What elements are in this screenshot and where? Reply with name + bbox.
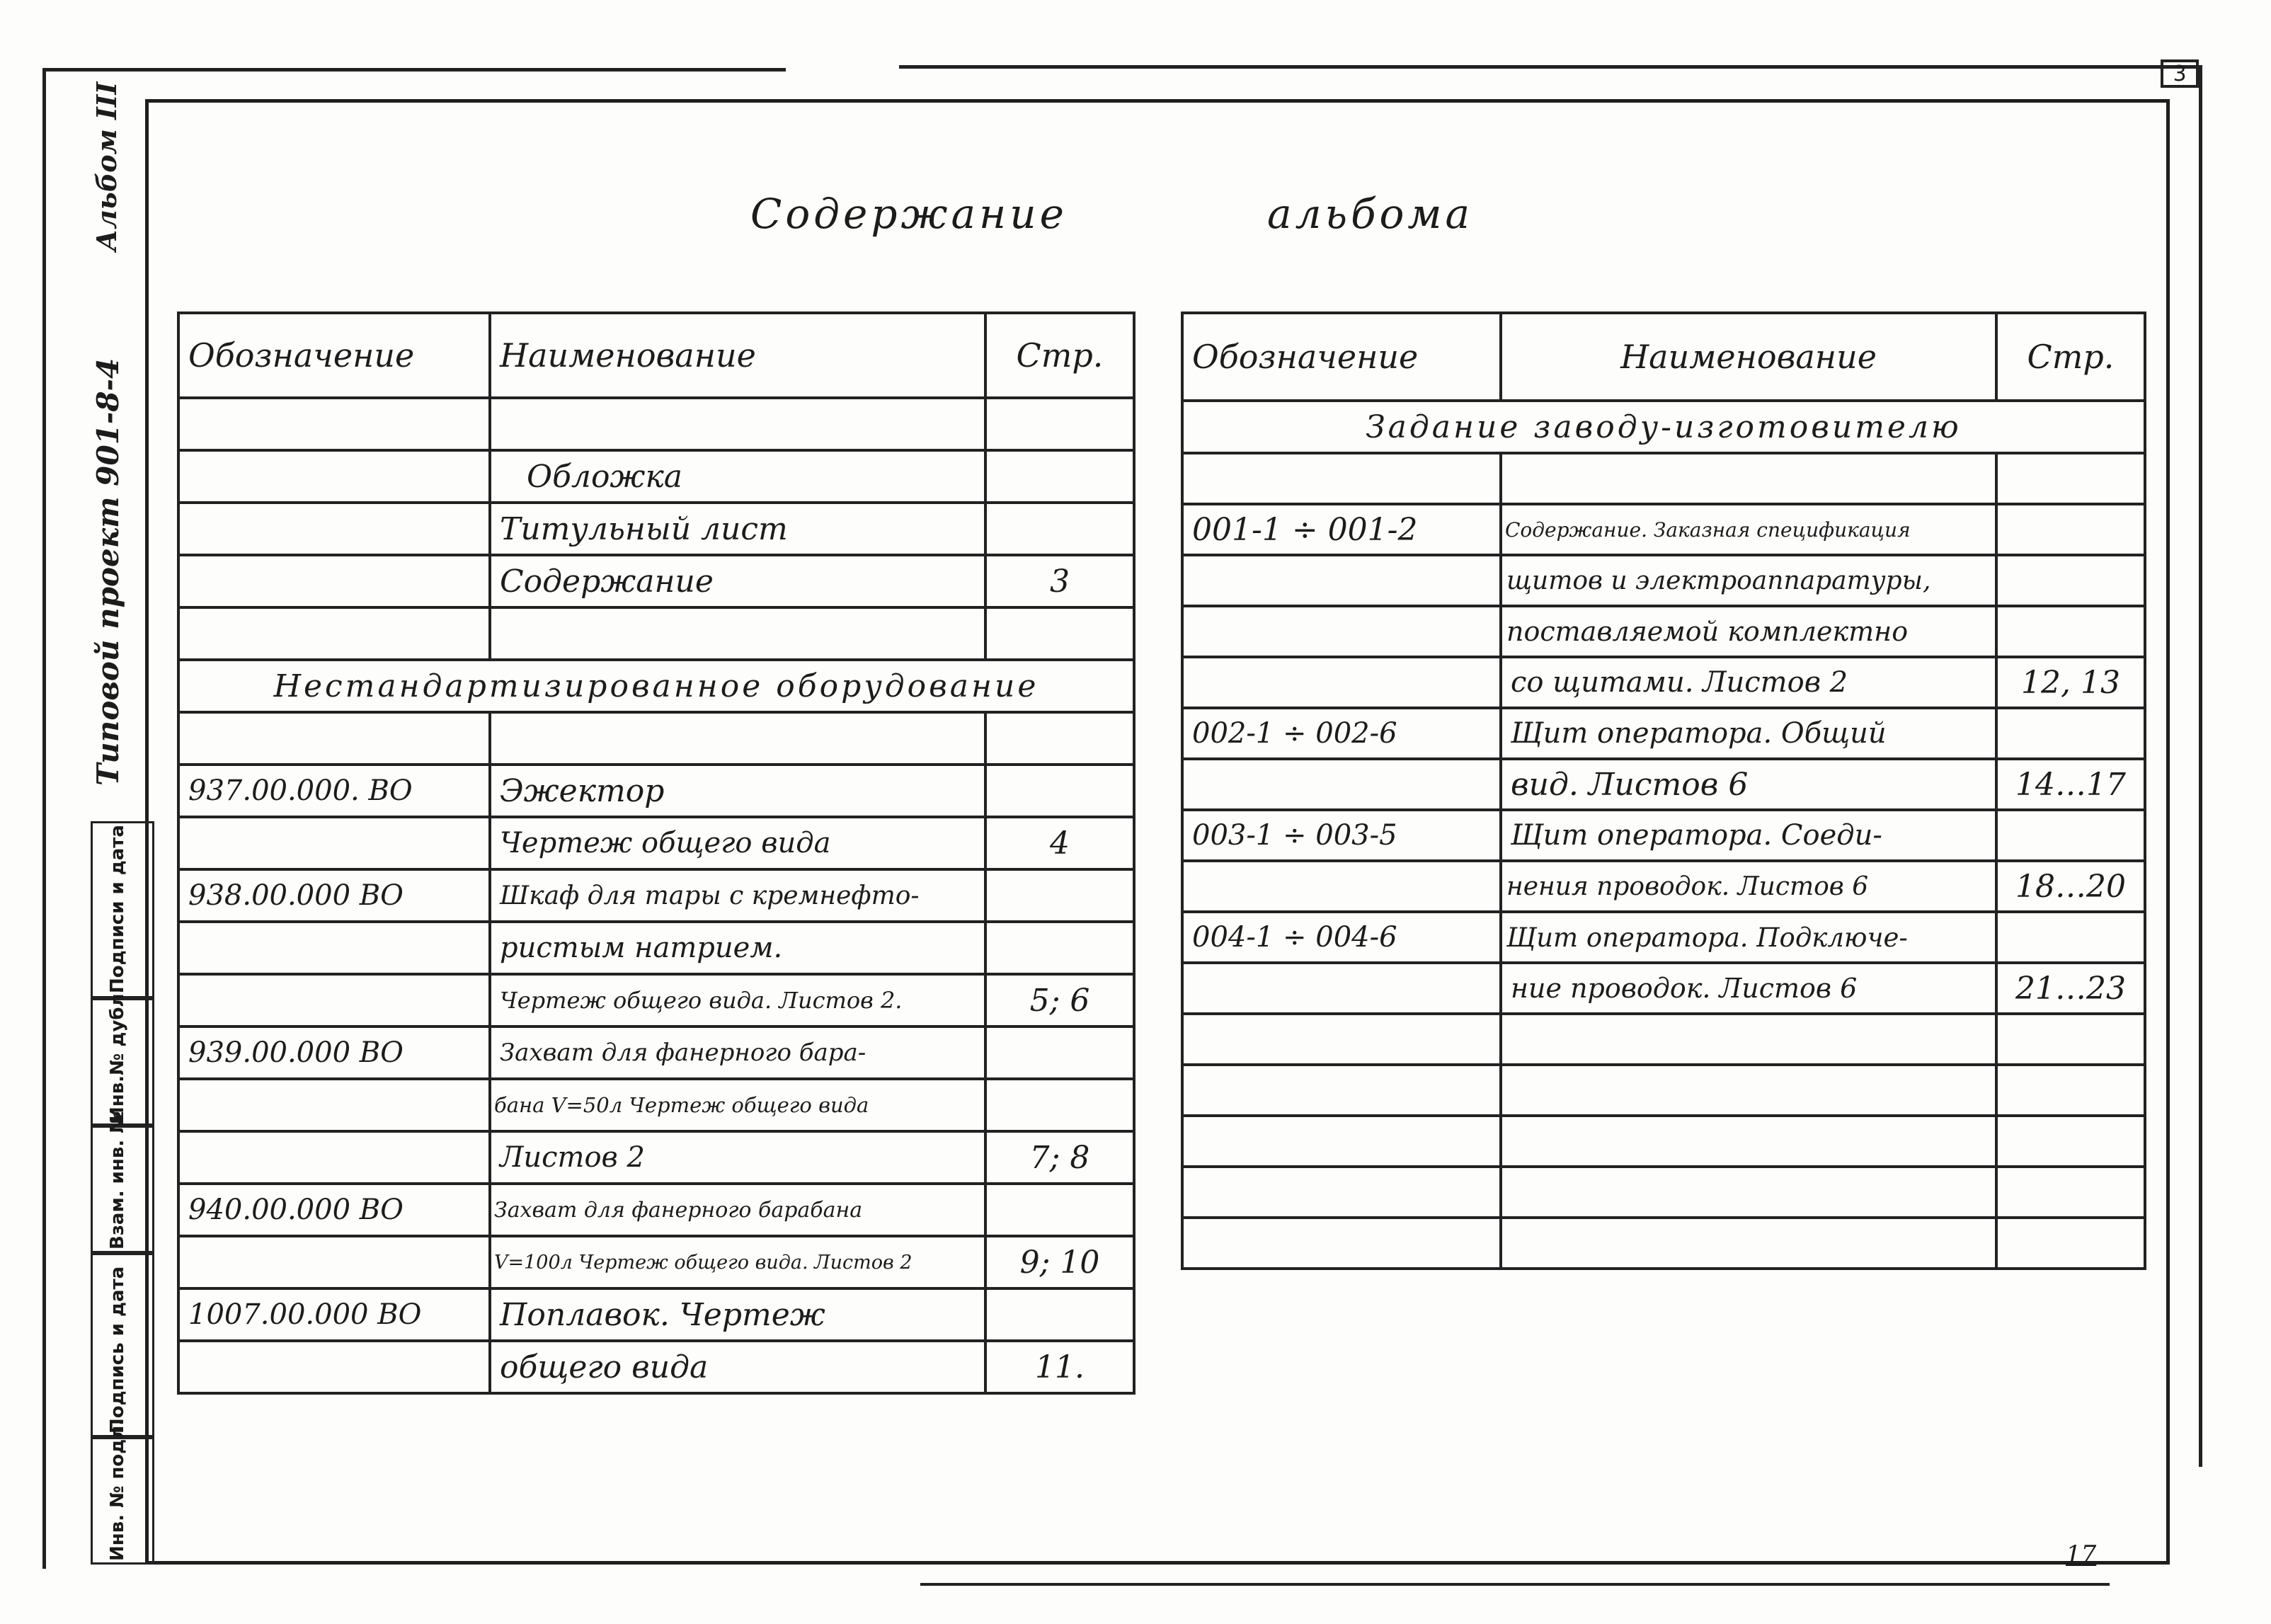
name-cell: Обложка [490,450,985,503]
page-cell [1996,810,2145,861]
name-cell [490,712,985,765]
table-row [178,1079,1134,1131]
table-row [1182,555,2145,606]
designation-cell [178,817,490,869]
table-row [1182,1065,2145,1116]
designation-cell [178,1079,490,1131]
page-cell [985,1184,1134,1236]
page-cell [985,712,1134,765]
stamp-signature-date [91,1253,154,1437]
top-border-left [42,68,786,72]
designation-cell [178,607,490,660]
table-row [1182,657,2145,708]
designation-cell: 001-1 ÷ 001-2 [1182,504,1501,555]
name-cell: Эжектор [490,765,985,817]
table-row [178,869,1134,922]
page-cell: 12, 13 [1996,657,2145,708]
designation-cell [178,1131,490,1184]
table-row [178,1027,1134,1079]
designation-cell [178,922,490,974]
stamp-label: Подпись и дата [107,1266,128,1434]
designation-cell [1182,555,1501,606]
page-cell [1996,708,2145,759]
designation-cell [1182,1065,1501,1116]
header-designation: Обозначение [178,313,490,398]
table-row [1182,1014,2145,1065]
designation-cell: 939.00.000 ВО [178,1027,490,1079]
page-cell: 21…23 [1996,963,2145,1014]
name-cell: Щит оператора. Соеди- [1501,810,1996,861]
page-cell [985,1288,1134,1341]
bottom-border [920,1583,2110,1586]
table-row [178,1184,1134,1236]
page-cell: 7; 8 [985,1131,1134,1184]
page-cell [1996,453,2145,504]
table-row [1182,453,2145,504]
header-page: Стр. [1996,313,2145,401]
name-cell [1501,453,1996,504]
page-cell [1996,1116,2145,1167]
stamp-label: Инв.№ дубл. [107,986,128,1122]
table-row [178,1236,1134,1288]
designation-cell: 002-1 ÷ 002-6 [1182,708,1501,759]
page-cell [985,398,1134,450]
header-designation: Обозначение [1182,313,1501,401]
designation-cell [1182,1218,1501,1269]
designation-cell: 938.00.000 ВО [178,869,490,922]
designation-cell [178,450,490,503]
designation-cell: 004-1 ÷ 004-6 [1182,912,1501,963]
right-contents-table [1181,311,2146,1270]
name-cell: бана V=50л Чертеж общего вида [490,1079,985,1131]
page-cell: 9; 10 [985,1236,1134,1288]
sheet-number: 3 [2161,59,2199,88]
name-cell: Поплавок. Чертеж [490,1288,985,1341]
page-cell: 18…20 [1996,861,2145,912]
designation-cell [1182,1014,1501,1065]
section-row [1182,401,2145,453]
name-cell: щитов и электроаппаратуры, [1501,555,1996,606]
section-heading: Задание заводу-изготовителю [1182,401,2145,453]
name-cell: Щит оператора. Общий [1501,708,1996,759]
name-cell: Чертеж общего вида [490,817,985,869]
section-heading: Нестандартизированное оборудование [178,660,1134,712]
table-row [1182,1116,2145,1167]
page-cell [1996,606,2145,657]
page-cell [1996,555,2145,606]
page-cell [985,922,1134,974]
designation-cell [178,398,490,450]
table-row [1182,912,2145,963]
name-cell: общего вида [490,1341,985,1393]
table-row [1182,606,2145,657]
page-title-word2: альбома [1267,190,1474,238]
stamp-replace-inv [91,1111,154,1253]
name-cell: Чертеж общего вида. Листов 2. [490,974,985,1027]
page-cell: 3 [985,555,1134,607]
designation-cell [1182,606,1501,657]
name-cell: Титульный лист [490,503,985,555]
left-contents-table [177,311,1136,1395]
section-row [178,660,1134,712]
table-row [1182,1167,2145,1218]
name-cell: ристым натрием. [490,922,985,974]
designation-cell [178,712,490,765]
stamp-label: Инв. № подл. [107,1418,128,1561]
designation-cell [1182,657,1501,708]
table-row [1182,810,2145,861]
name-cell [490,607,985,660]
table-row [178,398,1134,450]
name-cell [1501,1065,1996,1116]
page-cell: 14…17 [1996,759,2145,810]
table-row [178,712,1134,765]
name-cell [1501,1116,1996,1167]
footer-page-number: 17 [2066,1540,2097,1569]
name-cell: Захват для фанерного барабана [490,1184,985,1236]
page-cell [1996,1218,2145,1269]
table-row [178,1131,1134,1184]
page-cell [985,450,1134,503]
header-page: Стр. [985,313,1134,398]
stamp-label: Взам. инв. № [107,1111,128,1250]
page-cell [985,1027,1134,1079]
page-cell [1996,504,2145,555]
name-cell: Щит оператора. Подключе- [1501,912,1996,963]
page-cell: 4 [985,817,1134,869]
project-label: Типовой проект 901-8-4 [91,358,125,786]
album-label: Альбом III [91,81,122,251]
page-cell [1996,1065,2145,1116]
designation-cell [178,503,490,555]
designation-cell: 1007.00.000 ВО [178,1288,490,1341]
name-cell: Шкаф для тары с кремнефто- [490,869,985,922]
name-cell: V=100л Чертеж общего вида. Листов 2 [490,1236,985,1288]
table-row [178,922,1134,974]
name-cell: вид. Листов 6 [1501,759,1996,810]
designation-cell [1182,759,1501,810]
table-row [178,817,1134,869]
page-cell [985,869,1134,922]
table-row [1182,963,2145,1014]
table-row [178,974,1134,1027]
designation-cell [1182,1116,1501,1167]
table-row [178,1341,1134,1393]
table-row [1182,1218,2145,1269]
page-cell [1996,912,2145,963]
name-cell: со щитами. Листов 2 [1501,657,1996,708]
page-cell [985,765,1134,817]
name-cell [490,398,985,450]
page-cell [985,503,1134,555]
table-row [178,607,1134,660]
header-name: Наименование [490,313,985,398]
name-cell: Захват для фанерного бара- [490,1027,985,1079]
stamp-orig-inv [91,1418,154,1565]
designation-cell [1182,963,1501,1014]
designation-cell: 940.00.000 ВО [178,1184,490,1236]
name-cell: Листов 2 [490,1131,985,1184]
table-row [1182,504,2145,555]
left-border [42,68,46,1569]
page-cell [1996,1014,2145,1065]
name-cell: Содержание [490,555,985,607]
name-cell: нения проводок. Листов 6 [1501,861,1996,912]
right-border [2199,65,2202,1467]
name-cell: поставляемой комплектно [1501,606,1996,657]
designation-cell [178,1341,490,1393]
designation-cell [1182,1167,1501,1218]
page-cell: 5; 6 [985,974,1134,1027]
header-name: Наименование [1501,313,1996,401]
table-row [1182,861,2145,912]
page-cell [985,1079,1134,1131]
name-cell [1501,1218,1996,1269]
page-cell [985,607,1134,660]
table-row [178,1288,1134,1341]
table-row [1182,759,2145,810]
page-cell: 11. [985,1341,1134,1393]
page-title-word1: Содержание [750,190,1068,238]
table-row [178,450,1134,503]
name-cell: Содержание. Заказная спецификация [1501,504,1996,555]
stamp-dup-inv [91,986,154,1126]
page-cell [1996,1167,2145,1218]
name-cell [1501,1014,1996,1065]
designation-cell [178,974,490,1027]
designation-cell: 937.00.000. ВО [178,765,490,817]
name-cell: ние проводок. Листов 6 [1501,963,1996,1014]
table-row [178,503,1134,555]
stamp-signatures-date [91,821,154,998]
table-row [178,765,1134,817]
designation-cell [1182,861,1501,912]
designation-cell: 003-1 ÷ 003-5 [1182,810,1501,861]
stamp-label: Подписи и дата [107,825,128,993]
table-row [178,555,1134,607]
top-border-right [899,65,2202,69]
designation-cell [178,555,490,607]
designation-cell [1182,453,1501,504]
designation-cell [178,1236,490,1288]
name-cell [1501,1167,1996,1218]
table-row [1182,708,2145,759]
